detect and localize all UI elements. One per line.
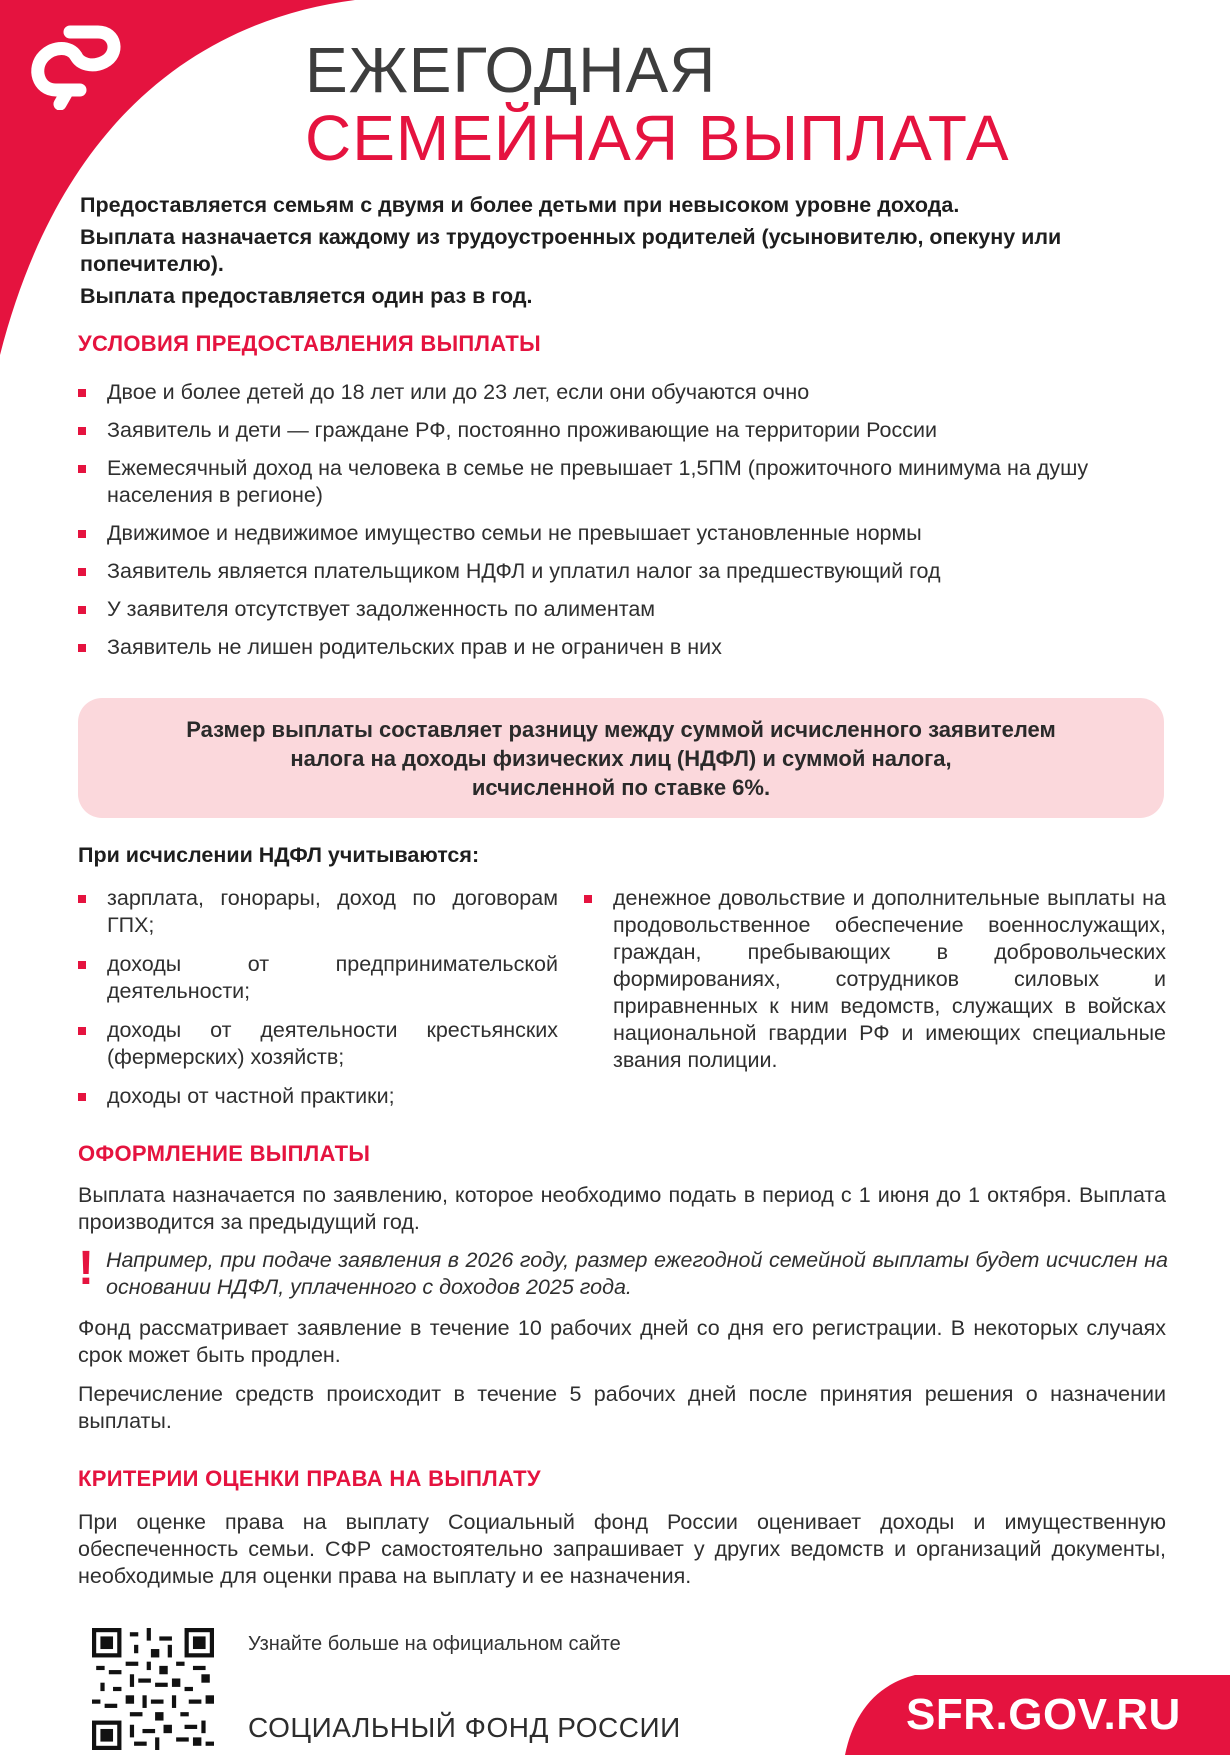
list-item: Заявитель и дети — граждане РФ, постоянно проживающие на территории России [78,417,1168,444]
list-item: Заявитель не лишен родительских прав и не ограничен в них [78,634,1168,661]
list-item: Двое и более детей до 18 лет или до 23 лет, если они обучаются очно [78,379,1168,406]
application-paragraph: Выплата назначается по заявлению, которое необходимо подать в период с 1 июня до 1 октября. Выплата производится за предыдущий год. [78,1183,1166,1234]
organization-name: СОЦИАЛЬНЫЙ ФОНД РОССИИ [248,1712,681,1743]
title-line-1: ЕЖЕГОДНАЯ [305,34,717,106]
intro-paragraph: Выплата назначается каждому из трудоустроенных родителей (усыновителю, опекуну или попечителю). [80,225,1062,276]
list-item: доходы от предпринимательской деятельности; [78,951,558,1005]
list-item: Заявитель является плательщиком НДФЛ и уплатил налог за предшествующий год [78,558,1168,585]
intro-text [80,192,1165,315]
callout-line: налога на доходы физических лиц (НДФЛ) и суммой налога, [290,746,952,771]
criteria-heading: КРИТЕРИИ ОЦЕНКИ ПРАВА НА ВЫПЛАТУ [78,1466,541,1491]
payment-size-callout [78,698,1164,818]
bullet-square-icon [78,961,86,969]
sfr-logo-icon [20,20,130,110]
bullet-square-icon [584,895,592,903]
page-title [305,34,1010,174]
intro-paragraph: Выплата предоставляется один раз в год. [80,284,533,308]
example-note-text: Например, при подаче заявления в 2026 году, размер ежегодной семейной выплаты будет исчислен на основании НДФЛ, уплаченного с доходов 2025 года. [106,1248,1168,1299]
ndfl-heading: При исчислении НДФЛ учитываются: [78,843,480,867]
bullet-square-icon [78,644,86,652]
application-paragraph: Фонд рассматривает заявление в течение 10 рабочих дней со дня его регистрации. В некоторых случаях срок может быть продлен. [78,1316,1166,1367]
application-paragraph: Перечисление средств происходит в течение 5 рабочих дней после принятия решения о назначении выплаты. [78,1382,1166,1433]
list-item: зарплата, гонорары, доход по договорам ГПХ; [78,885,558,939]
conditions-heading: УСЛОВИЯ ПРЕДОСТАВЛЕНИЯ ВЫПЛАТЫ [78,331,541,356]
conditions-list [78,379,1168,672]
qr-code-icon[interactable] [92,1628,214,1750]
website-link[interactable]: SFR.GOV.RU [906,1690,1181,1739]
bullet-square-icon [78,1027,86,1035]
learn-more-text: Узнайте больше на официальном сайте [248,1633,621,1655]
bullet-square-icon [78,389,86,397]
bullet-square-icon [78,895,86,903]
list-item: У заявителя отсутствует задолженность по алиментам [78,596,1168,623]
list-item: денежное довольствие и дополнительные выплаты на продовольственное обеспечение военнослужащих, граждан, пребывающих в добровольческих формированиях, сотрудников силовых и приравненных к ним ведомств, служащих в войсках национальной гвардии РФ и имеющих специальные звания полиции. [584,885,1166,1074]
bullet-square-icon [78,465,86,473]
list-item: доходы от деятельности крестьянских (фермерских) хозяйств; [78,1017,558,1071]
callout-line: исчисленной по ставке 6%. [471,775,771,800]
intro-paragraph: Предоставляется семьям с двумя и более детьми при невысоком уровне дохода. [80,193,960,217]
bullet-square-icon [78,530,86,538]
bullet-square-icon [78,606,86,614]
criteria-paragraph: При оценке права на выплату Социальный фонд России оценивает доходы и имущественную обеспеченность семьи. СФР самостоятельно запрашивает у других ведомств и организаций документы, необходимые для оценки права на выплату и ее назначения. [78,1510,1166,1588]
bullet-square-icon [78,568,86,576]
list-item: Ежемесячный доход на человека в семье не превышает 1,5ПМ (прожиточного минимума на душу населения в регионе) [78,455,1168,509]
list-item: доходы от частной практики; [78,1083,558,1110]
bullet-square-icon [78,427,86,435]
list-item: Движимое и недвижимое имущество семьи не превышает установленные нормы [78,520,1168,547]
exclamation-icon: ! [78,1242,94,1295]
ndfl-list-right [584,885,1166,1074]
title-line-2: СЕМЕЙНАЯ ВЫПЛАТА [305,102,1010,174]
application-heading: ОФОРМЛЕНИЕ ВЫПЛАТЫ [78,1141,371,1166]
ndfl-list-left [78,885,558,1122]
bullet-square-icon [78,1093,86,1101]
callout-line: Размер выплаты составляет разницу между суммой исчисленного заявителем [186,717,1056,742]
example-note [78,1242,1168,1301]
